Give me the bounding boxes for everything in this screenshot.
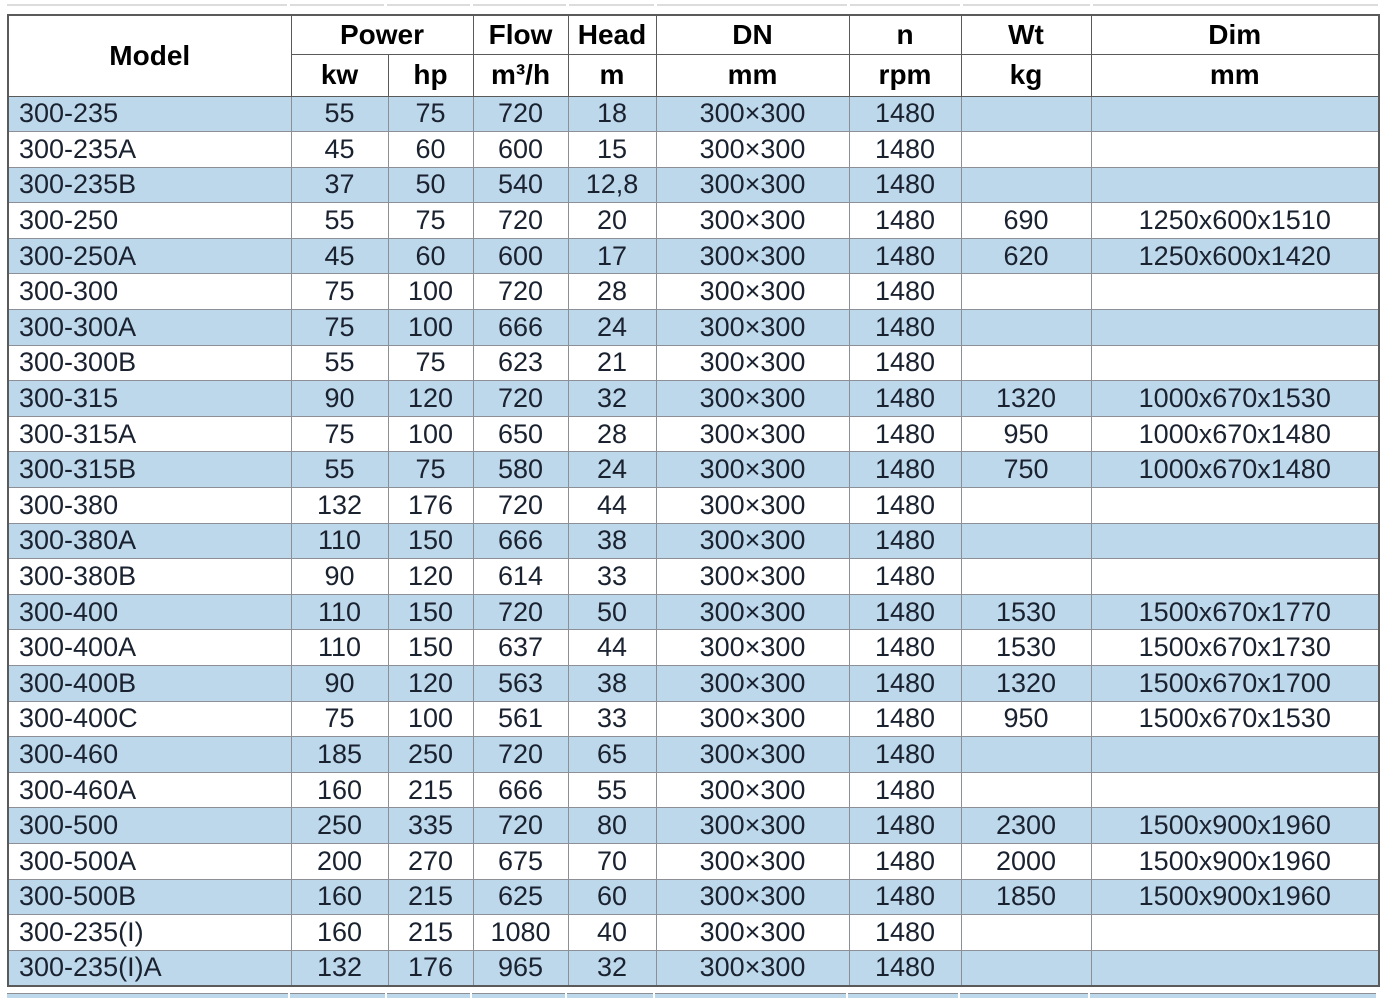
model-cell: 300-460: [8, 737, 291, 773]
flow-cell: 666: [473, 523, 568, 559]
n-cell: 1480: [849, 381, 961, 417]
power-hp-cell: 120: [388, 559, 473, 595]
power-hp-cell: 150: [388, 594, 473, 630]
head-cell: 44: [568, 488, 656, 524]
table-body: [8, 96, 1379, 986]
power-kw-cell: 55: [291, 96, 388, 132]
cropped-row-top: [7, 4, 1378, 7]
table-row: [8, 523, 1379, 559]
power-hp-cell: 270: [388, 843, 473, 879]
power-hp-cell: 150: [388, 630, 473, 666]
dim-cell: 1250x600x1420: [1091, 238, 1379, 274]
dim-cell: [1091, 772, 1379, 808]
power-kw-cell: 55: [291, 203, 388, 239]
n-cell: 1480: [849, 666, 961, 702]
dn-cell: 300×300: [656, 879, 849, 915]
head-cell: 40: [568, 915, 656, 951]
header-wt: Wt: [961, 15, 1091, 54]
model-cell: 300-400C: [8, 701, 291, 737]
n-cell: 1480: [849, 488, 961, 524]
unit-n: rpm: [849, 54, 961, 96]
cropped-row-segment: [387, 993, 470, 998]
power-hp-cell: 176: [388, 488, 473, 524]
table-row: [8, 737, 1379, 773]
head-cell: 28: [568, 274, 656, 310]
model-cell: 300-235(I)A: [8, 950, 291, 986]
head-cell: 33: [568, 701, 656, 737]
n-cell: 1480: [849, 737, 961, 773]
table-row: [8, 274, 1379, 310]
model-cell: 300-315B: [8, 452, 291, 488]
flow-cell: 720: [473, 594, 568, 630]
wt-cell: 950: [961, 701, 1091, 737]
page: [0, 4, 1391, 1000]
flow-cell: 720: [473, 203, 568, 239]
table-row: [8, 630, 1379, 666]
power-kw-cell: 45: [291, 238, 388, 274]
head-cell: 21: [568, 345, 656, 381]
power-hp-cell: 75: [388, 96, 473, 132]
power-kw-cell: 160: [291, 915, 388, 951]
model-cell: 300-300B: [8, 345, 291, 381]
dim-cell: 1500x900x1960: [1091, 879, 1379, 915]
model-cell: 300-235B: [8, 167, 291, 203]
table-row: [8, 915, 1379, 951]
cropped-row-bottom: [7, 993, 1378, 998]
wt-cell: 690: [961, 203, 1091, 239]
flow-cell: 720: [473, 488, 568, 524]
power-kw-cell: 110: [291, 630, 388, 666]
dim-cell: 1500x670x1700: [1091, 666, 1379, 702]
power-hp-cell: 150: [388, 523, 473, 559]
dim-cell: [1091, 310, 1379, 346]
n-cell: 1480: [849, 96, 961, 132]
power-kw-cell: 55: [291, 345, 388, 381]
model-cell: 300-500: [8, 808, 291, 844]
flow-cell: 1080: [473, 915, 568, 951]
n-cell: 1480: [849, 416, 961, 452]
unit-wt: kg: [961, 54, 1091, 96]
wt-cell: [961, 915, 1091, 951]
wt-cell: [961, 523, 1091, 559]
model-cell: 300-235: [8, 96, 291, 132]
n-cell: 1480: [849, 203, 961, 239]
power-kw-cell: 110: [291, 594, 388, 630]
table-row: [8, 96, 1379, 132]
cropped-row-segment: [290, 993, 385, 998]
wt-cell: [961, 559, 1091, 595]
wt-cell: 2300: [961, 808, 1091, 844]
head-cell: 70: [568, 843, 656, 879]
cropped-row-segment: [655, 993, 846, 998]
head-cell: 18: [568, 96, 656, 132]
dn-cell: 300×300: [656, 559, 849, 595]
dim-cell: [1091, 274, 1379, 310]
wt-cell: [961, 167, 1091, 203]
power-hp-cell: 75: [388, 203, 473, 239]
model-cell: 300-400A: [8, 630, 291, 666]
wt-cell: 750: [961, 452, 1091, 488]
dim-cell: 1000x670x1480: [1091, 416, 1379, 452]
dn-cell: 300×300: [656, 96, 849, 132]
n-cell: 1480: [849, 879, 961, 915]
header-model: Model: [8, 15, 291, 96]
table-row: [8, 666, 1379, 702]
n-cell: 1480: [849, 167, 961, 203]
flow-cell: 540: [473, 167, 568, 203]
flow-cell: 720: [473, 808, 568, 844]
unit-flow: m³/h: [473, 54, 568, 96]
model-cell: 300-460A: [8, 772, 291, 808]
flow-cell: 720: [473, 381, 568, 417]
cropped-row-segment: [473, 4, 566, 6]
power-hp-cell: 100: [388, 274, 473, 310]
dim-cell: [1091, 523, 1379, 559]
power-hp-cell: 75: [388, 452, 473, 488]
cropped-row-segment: [963, 4, 1090, 6]
flow-cell: 675: [473, 843, 568, 879]
wt-cell: 1320: [961, 381, 1091, 417]
wt-cell: [961, 737, 1091, 773]
wt-cell: 1530: [961, 594, 1091, 630]
head-cell: 17: [568, 238, 656, 274]
power-hp-cell: 120: [388, 666, 473, 702]
header-flow: Flow: [473, 15, 568, 54]
head-cell: 33: [568, 559, 656, 595]
head-cell: 24: [568, 310, 656, 346]
head-cell: 24: [568, 452, 656, 488]
dn-cell: 300×300: [656, 843, 849, 879]
dn-cell: 300×300: [656, 274, 849, 310]
table-row: [8, 559, 1379, 595]
cropped-row-segment: [472, 993, 565, 998]
pump-spec-table: [7, 14, 1380, 987]
model-cell: 300-380A: [8, 523, 291, 559]
head-cell: 60: [568, 879, 656, 915]
dim-cell: 1250x600x1510: [1091, 203, 1379, 239]
model-cell: 300-500A: [8, 843, 291, 879]
unit-kw: kw: [291, 54, 388, 96]
table-row: [8, 701, 1379, 737]
power-kw-cell: 250: [291, 808, 388, 844]
cropped-row-segment: [848, 993, 958, 998]
dn-cell: 300×300: [656, 488, 849, 524]
cropped-row-segment: [1093, 4, 1378, 6]
flow-cell: 720: [473, 96, 568, 132]
n-cell: 1480: [849, 452, 961, 488]
table-row: [8, 452, 1379, 488]
power-hp-cell: 60: [388, 238, 473, 274]
cropped-row-segment: [7, 993, 288, 998]
wt-cell: [961, 772, 1091, 808]
dn-cell: 300×300: [656, 310, 849, 346]
wt-cell: 1850: [961, 879, 1091, 915]
model-cell: 300-380B: [8, 559, 291, 595]
dn-cell: 300×300: [656, 737, 849, 773]
model-cell: 300-300A: [8, 310, 291, 346]
dn-cell: 300×300: [656, 167, 849, 203]
power-kw-cell: 132: [291, 950, 388, 986]
n-cell: 1480: [849, 701, 961, 737]
model-cell: 300-315A: [8, 416, 291, 452]
power-kw-cell: 185: [291, 737, 388, 773]
dim-cell: 1000x670x1530: [1091, 381, 1379, 417]
power-kw-cell: 200: [291, 843, 388, 879]
flow-cell: 580: [473, 452, 568, 488]
head-cell: 38: [568, 666, 656, 702]
dim-cell: [1091, 96, 1379, 132]
table-row: [8, 310, 1379, 346]
power-hp-cell: 60: [388, 132, 473, 168]
dim-cell: [1091, 737, 1379, 773]
wt-cell: 2000: [961, 843, 1091, 879]
power-kw-cell: 90: [291, 381, 388, 417]
dn-cell: 300×300: [656, 666, 849, 702]
power-kw-cell: 55: [291, 452, 388, 488]
wt-cell: [961, 488, 1091, 524]
power-kw-cell: 75: [291, 416, 388, 452]
table-row: [8, 167, 1379, 203]
dim-cell: [1091, 488, 1379, 524]
power-kw-cell: 37: [291, 167, 388, 203]
dn-cell: 300×300: [656, 950, 849, 986]
dn-cell: 300×300: [656, 203, 849, 239]
n-cell: 1480: [849, 772, 961, 808]
cropped-row-segment: [960, 993, 1088, 998]
dn-cell: 300×300: [656, 701, 849, 737]
table-row: [8, 132, 1379, 168]
power-kw-cell: 45: [291, 132, 388, 168]
power-hp-cell: 100: [388, 416, 473, 452]
model-cell: 300-300: [8, 274, 291, 310]
header-group-row: [8, 15, 1379, 54]
table-row: [8, 843, 1379, 879]
head-cell: 55: [568, 772, 656, 808]
head-cell: 38: [568, 523, 656, 559]
dim-cell: [1091, 132, 1379, 168]
unit-head: m: [568, 54, 656, 96]
dn-cell: 300×300: [656, 808, 849, 844]
header-dn: DN: [656, 15, 849, 54]
table-row: [8, 772, 1379, 808]
model-cell: 300-235(I): [8, 915, 291, 951]
model-cell: 300-500B: [8, 879, 291, 915]
dn-cell: 300×300: [656, 772, 849, 808]
model-cell: 300-380: [8, 488, 291, 524]
dim-cell: 1500x670x1770: [1091, 594, 1379, 630]
wt-cell: 950: [961, 416, 1091, 452]
power-hp-cell: 50: [388, 167, 473, 203]
power-hp-cell: 215: [388, 879, 473, 915]
model-cell: 300-250: [8, 203, 291, 239]
table-row: [8, 594, 1379, 630]
dim-cell: 1500x670x1730: [1091, 630, 1379, 666]
power-hp-cell: 215: [388, 772, 473, 808]
cropped-row-segment: [569, 4, 655, 6]
power-kw-cell: 90: [291, 666, 388, 702]
power-hp-cell: 120: [388, 381, 473, 417]
n-cell: 1480: [849, 950, 961, 986]
n-cell: 1480: [849, 808, 961, 844]
n-cell: 1480: [849, 843, 961, 879]
dim-cell: 1000x670x1480: [1091, 452, 1379, 488]
head-cell: 15: [568, 132, 656, 168]
dn-cell: 300×300: [656, 381, 849, 417]
header-head: Head: [568, 15, 656, 54]
flow-cell: 563: [473, 666, 568, 702]
wt-cell: 620: [961, 238, 1091, 274]
power-hp-cell: 250: [388, 737, 473, 773]
power-kw-cell: 160: [291, 772, 388, 808]
header-n: n: [849, 15, 961, 54]
flow-cell: 720: [473, 274, 568, 310]
power-hp-cell: 335: [388, 808, 473, 844]
power-kw-cell: 110: [291, 523, 388, 559]
head-cell: 20: [568, 203, 656, 239]
power-hp-cell: 215: [388, 915, 473, 951]
dim-cell: [1091, 167, 1379, 203]
model-cell: 300-400: [8, 594, 291, 630]
power-kw-cell: 75: [291, 701, 388, 737]
head-cell: 80: [568, 808, 656, 844]
unit-dim: mm: [1091, 54, 1379, 96]
dim-cell: 1500x670x1530: [1091, 701, 1379, 737]
cropped-row-segment: [387, 4, 470, 6]
cropped-row-segment: [850, 4, 960, 6]
cropped-row-segment: [290, 4, 385, 6]
power-kw-cell: 90: [291, 559, 388, 595]
head-cell: 12,8: [568, 167, 656, 203]
dim-cell: [1091, 915, 1379, 951]
dn-cell: 300×300: [656, 238, 849, 274]
power-kw-cell: 132: [291, 488, 388, 524]
n-cell: 1480: [849, 274, 961, 310]
flow-cell: 600: [473, 238, 568, 274]
wt-cell: [961, 96, 1091, 132]
dim-cell: 1500x900x1960: [1091, 808, 1379, 844]
table-row: [8, 381, 1379, 417]
model-cell: 300-315: [8, 381, 291, 417]
flow-cell: 623: [473, 345, 568, 381]
head-cell: 65: [568, 737, 656, 773]
cropped-row-segment: [7, 4, 287, 6]
dn-cell: 300×300: [656, 452, 849, 488]
head-cell: 28: [568, 416, 656, 452]
n-cell: 1480: [849, 523, 961, 559]
flow-cell: 561: [473, 701, 568, 737]
model-cell: 300-400B: [8, 666, 291, 702]
power-hp-cell: 176: [388, 950, 473, 986]
n-cell: 1480: [849, 915, 961, 951]
wt-cell: [961, 345, 1091, 381]
power-kw-cell: 75: [291, 310, 388, 346]
unit-hp: hp: [388, 54, 473, 96]
header-power: Power: [291, 15, 473, 54]
table-header: [8, 15, 1379, 96]
table-row: [8, 950, 1379, 986]
flow-cell: 666: [473, 310, 568, 346]
wt-cell: [961, 274, 1091, 310]
dn-cell: 300×300: [656, 416, 849, 452]
unit-dn: mm: [656, 54, 849, 96]
flow-cell: 666: [473, 772, 568, 808]
dn-cell: 300×300: [656, 915, 849, 951]
flow-cell: 650: [473, 416, 568, 452]
n-cell: 1480: [849, 559, 961, 595]
flow-cell: 600: [473, 132, 568, 168]
dn-cell: 300×300: [656, 345, 849, 381]
n-cell: 1480: [849, 238, 961, 274]
table-row: [8, 808, 1379, 844]
wt-cell: [961, 310, 1091, 346]
n-cell: 1480: [849, 630, 961, 666]
power-hp-cell: 75: [388, 345, 473, 381]
model-cell: 300-250A: [8, 238, 291, 274]
power-kw-cell: 75: [291, 274, 388, 310]
table-row: [8, 238, 1379, 274]
flow-cell: 965: [473, 950, 568, 986]
dn-cell: 300×300: [656, 630, 849, 666]
power-hp-cell: 100: [388, 701, 473, 737]
head-cell: 32: [568, 381, 656, 417]
head-cell: 44: [568, 630, 656, 666]
table-row: [8, 488, 1379, 524]
power-kw-cell: 160: [291, 879, 388, 915]
wt-cell: 1320: [961, 666, 1091, 702]
flow-cell: 720: [473, 737, 568, 773]
dim-cell: [1091, 950, 1379, 986]
wt-cell: [961, 132, 1091, 168]
flow-cell: 625: [473, 879, 568, 915]
table-row: [8, 345, 1379, 381]
n-cell: 1480: [849, 594, 961, 630]
table-row: [8, 879, 1379, 915]
head-cell: 50: [568, 594, 656, 630]
wt-cell: 1530: [961, 630, 1091, 666]
cropped-row-segment: [567, 993, 653, 998]
power-hp-cell: 100: [388, 310, 473, 346]
n-cell: 1480: [849, 132, 961, 168]
dn-cell: 300×300: [656, 594, 849, 630]
flow-cell: 614: [473, 559, 568, 595]
n-cell: 1480: [849, 310, 961, 346]
model-cell: 300-235A: [8, 132, 291, 168]
dn-cell: 300×300: [656, 523, 849, 559]
header-dim: Dim: [1091, 15, 1379, 54]
cropped-row-segment: [657, 4, 847, 6]
dn-cell: 300×300: [656, 132, 849, 168]
head-cell: 32: [568, 950, 656, 986]
dim-cell: 1500x900x1960: [1091, 843, 1379, 879]
table-row: [8, 203, 1379, 239]
flow-cell: 637: [473, 630, 568, 666]
table-row: [8, 416, 1379, 452]
wt-cell: [961, 950, 1091, 986]
dim-cell: [1091, 559, 1379, 595]
dim-cell: [1091, 345, 1379, 381]
cropped-row-segment: [1090, 993, 1376, 998]
n-cell: 1480: [849, 345, 961, 381]
